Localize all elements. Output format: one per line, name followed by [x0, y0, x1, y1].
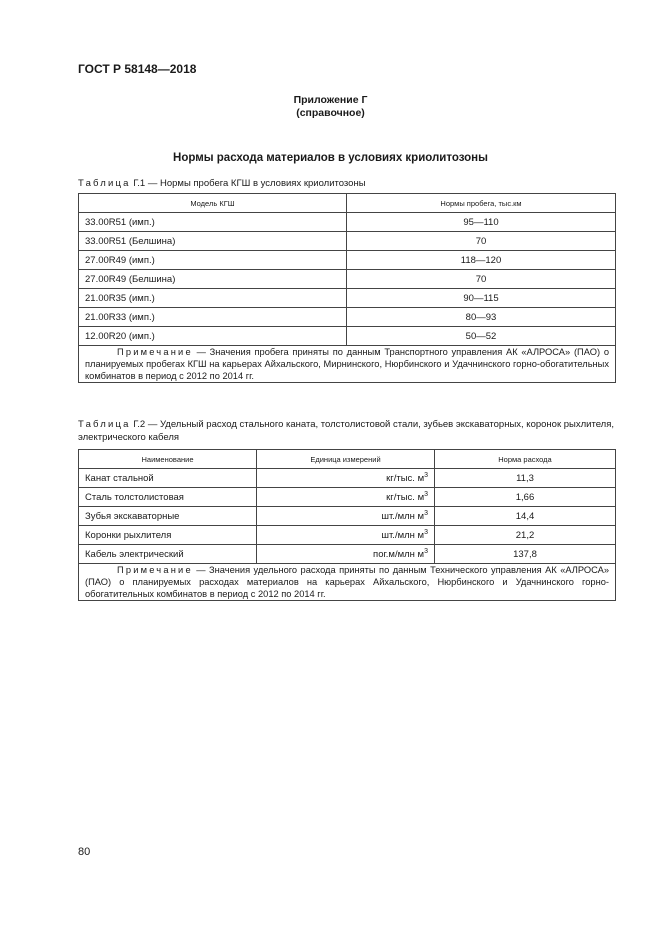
table2-header-row [79, 450, 616, 469]
table1-caption [78, 177, 618, 190]
mileage-norm: 95—110 [347, 213, 616, 232]
table-row [79, 232, 616, 251]
table-row [79, 526, 616, 545]
material-name: Канат стальной [79, 469, 257, 488]
mileage-norm: 70 [347, 232, 616, 251]
tire-model: 27.00R49 (Белшина) [79, 270, 347, 289]
table2-caption-text: Г.2 — Удельный расход стального каната, толстолистовой стали, зубьев экскаваторных, коронок рыхлителя, электрического кабеля [78, 419, 615, 443]
table1-note-row [79, 346, 616, 383]
tire-model: 12.00R20 (имп.) [79, 327, 347, 346]
table2-note-text: — Значения удельного расхода приняты по данным Технического управления АК «АЛРОСА» (ПАО) о планируемых расходах материалов на карьерах Айхальского, Нюрбинского и Удачнинского горно-обогатительных комбинатов в период с 2012 по 2014 гг. [85, 565, 609, 599]
consumption-norm: 21,2 [435, 526, 616, 545]
mileage-norm: 80—93 [347, 308, 616, 327]
table-row [79, 507, 616, 526]
table1 [78, 193, 616, 383]
table-row [79, 488, 616, 507]
mileage-norm: 90—115 [347, 289, 616, 308]
tire-model: 21.00R35 (имп.) [79, 289, 347, 308]
unit-text: пог.м/млн м [373, 548, 425, 560]
table-row [79, 213, 616, 232]
table-row [79, 327, 616, 346]
table2-note [79, 564, 616, 601]
unit-text: кг/тыс. м [386, 472, 425, 484]
table1-header-model: Модель КГШ [79, 194, 347, 213]
tire-model: 27.00R49 (имп.) [79, 251, 347, 270]
table-row [79, 289, 616, 308]
mileage-norm: 118—120 [347, 251, 616, 270]
tire-model: 33.00R51 (имп.) [79, 213, 347, 232]
appendix-title: Приложение Г [293, 94, 368, 106]
table1-header-row [79, 194, 616, 213]
mileage-norm: 50—52 [347, 327, 616, 346]
unit-of-measure [257, 507, 435, 526]
table-row [79, 270, 616, 289]
unit-exponent: 3 [424, 490, 428, 498]
table2-note-word: Примечание [117, 565, 193, 575]
standard-code: ГОСТ Р 58148—2018 [78, 62, 197, 76]
unit-of-measure [257, 526, 435, 545]
consumption-norm: 14,4 [435, 507, 616, 526]
unit-text: шт./млн м [381, 529, 425, 541]
material-name: Коронки рыхлителя [79, 526, 257, 545]
unit-exponent: 3 [424, 547, 428, 555]
page-number: 80 [78, 846, 91, 858]
table1-note-text: — Значения пробега приняты по данным Транспортного управления АК «АЛРОСА» (ПАО) о планируемых пробегах КГШ на карьерах Айхальского, Мирнинского, Нюрбинского и Удачнинского горно-обогатительных комбинатов в период с 2012 по 2014 гг. [85, 347, 609, 381]
section-title: Нормы расхода материалов в условиях криолитозоны [173, 152, 488, 164]
unit-of-measure [257, 469, 435, 488]
appendix-subtitle: (справочное) [296, 107, 365, 119]
tire-model: 21.00R33 (имп.) [79, 308, 347, 327]
table-row [79, 308, 616, 327]
table2 [78, 449, 616, 601]
unit-of-measure [257, 488, 435, 507]
unit-text: шт./млн м [381, 510, 425, 522]
unit-exponent: 3 [424, 509, 428, 517]
table2-header-unit: Единица измерений [257, 450, 435, 469]
table-row [79, 251, 616, 270]
consumption-norm: 11,3 [435, 469, 616, 488]
material-name: Кабель электрический [79, 545, 257, 564]
unit-text: кг/тыс. м [386, 491, 425, 503]
table2-note-row [79, 564, 616, 601]
material-name: Сталь толстолистовая [79, 488, 257, 507]
consumption-norm: 137,8 [435, 545, 616, 564]
unit-exponent: 3 [424, 471, 428, 479]
unit-exponent: 3 [424, 528, 428, 536]
table1-note-word: Примечание [117, 347, 193, 357]
table1-note [79, 346, 616, 383]
table-row [79, 545, 616, 564]
table1-header-norm: Нормы пробега, тыс.км [347, 194, 616, 213]
tire-model: 33.00R51 (Белшина) [79, 232, 347, 251]
table2-caption-word: Таблица [78, 419, 131, 430]
table-row [79, 469, 616, 488]
material-name: Зубья экскаваторные [79, 507, 257, 526]
mileage-norm: 70 [347, 270, 616, 289]
table1-caption-text: Г.1 — Нормы пробега КГШ в условиях криолитозоны [130, 178, 366, 189]
table2-header-name: Наименование [79, 450, 257, 469]
unit-of-measure [257, 545, 435, 564]
table2-caption [78, 418, 618, 444]
table2-header-norm: Норма расхода [435, 450, 616, 469]
table1-caption-word: Таблица [78, 178, 131, 189]
consumption-norm: 1,66 [435, 488, 616, 507]
